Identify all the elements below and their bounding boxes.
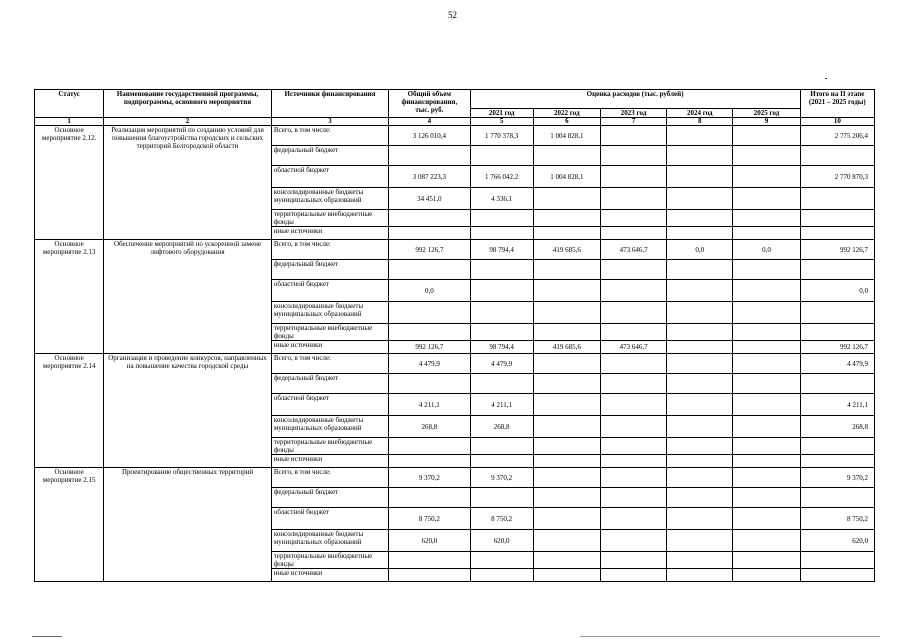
amount-cell: 0,0 [667,240,733,260]
funding-source: территориальные внебюджетные фонды [271,210,388,227]
table-row [35,354,875,374]
header-year: 2024 год [667,109,733,118]
amount-cell [800,324,874,341]
amount-cell: 268,8 [389,416,470,438]
header-year: 2023 год [600,109,666,118]
amount-cell [733,354,800,374]
event-status: Основное мероприятие 2.15 [35,468,104,582]
amount-cell [533,394,600,416]
funding-source: областной бюджет [271,508,388,530]
amount-cell [733,280,800,302]
amount-cell [600,374,666,394]
funding-source: областной бюджет [271,280,388,302]
amount-cell: 3 087 223,3 [389,166,470,188]
header-stage-total-line1: Итого на II этапе [810,90,865,98]
amount-cell [800,488,874,508]
amount-cell [733,302,800,324]
amount-cell [800,569,874,582]
amount-cell [667,374,733,394]
amount-cell [389,260,470,280]
amount-cell [733,126,800,146]
amount-cell [600,354,666,374]
header-status: Статус [35,90,104,118]
header-name: Наименование государственной программы, подпрограммы, основного мероприятия [104,90,272,118]
table-row [35,468,875,488]
amount-cell [470,302,533,324]
amount-cell [533,374,600,394]
amount-cell: 992 126,7 [389,240,470,260]
amount-cell [733,394,800,416]
column-number: 6 [533,118,600,126]
amount-cell [600,188,666,210]
column-number: 8 [667,118,733,126]
amount-cell [600,488,666,508]
amount-cell [667,146,733,166]
amount-cell [800,302,874,324]
amount-cell [667,468,733,488]
event-name: Организация и проведение конкурсов, направленных на повышение качества городской среды [104,354,272,468]
amount-cell [600,302,666,324]
column-numbers-row [35,118,875,126]
amount-cell [533,354,600,374]
amount-cell [600,260,666,280]
amount-cell [733,260,800,280]
amount-cell: 8 750,2 [800,508,874,530]
amount-cell [667,394,733,416]
amount-cell: 1 004 828,1 [533,166,600,188]
amount-cell [389,302,470,324]
funding-source: федеральный бюджет [271,374,388,394]
header-total-line1: Общий объем [407,90,452,98]
amount-cell [667,280,733,302]
amount-cell [667,260,733,280]
amount-cell [600,508,666,530]
amount-cell [667,488,733,508]
event-name: Реализация мероприятий по созданию условий для повышения благоустройства городских и сельских территорий Белгородской области [104,126,272,240]
amount-cell [600,455,666,468]
amount-cell: 4 479,9 [389,354,470,374]
column-number: 10 [800,118,874,126]
amount-cell [733,569,800,582]
funding-source: иные источники [271,455,388,468]
funding-source: консолидированные бюджеты муниципальных образований [271,416,388,438]
amount-cell: 4 479,9 [800,354,874,374]
funding-source: Всего, в том числе: [271,354,388,374]
amount-cell: 268,8 [470,416,533,438]
amount-cell [733,324,800,341]
scan-speck [825,78,827,79]
funding-source: иные источники [271,227,388,240]
amount-cell [800,455,874,468]
amount-cell [533,438,600,455]
amount-cell [470,324,533,341]
amount-cell: 992 126,7 [800,240,874,260]
amount-cell: 8 750,2 [470,508,533,530]
amount-cell: 98 794,4 [470,240,533,260]
funding-source: федеральный бюджет [271,146,388,166]
funding-source: Всего, в том числе: [271,126,388,146]
table-row [35,126,875,146]
amount-cell [733,552,800,569]
amount-cell [600,227,666,240]
amount-cell [600,126,666,146]
table-row [35,240,875,260]
amount-cell [389,374,470,394]
amount-cell [800,210,874,227]
amount-cell: 4 211,1 [800,394,874,416]
amount-cell [470,210,533,227]
amount-cell [667,438,733,455]
amount-cell: 4 336,1 [470,188,533,210]
header-total [389,90,470,118]
amount-cell [667,227,733,240]
funding-source: территориальные внебюджетные фонды [271,552,388,569]
amount-cell [533,530,600,552]
header-total-line2: финансирования, [401,98,458,106]
amount-cell [389,227,470,240]
column-number: 4 [389,118,470,126]
amount-cell [533,227,600,240]
table-body [35,126,875,582]
funding-source: консолидированные бюджеты муниципальных образований [271,302,388,324]
amount-cell [733,438,800,455]
amount-cell [733,488,800,508]
amount-cell: 1 770 378,3 [470,126,533,146]
amount-cell [667,302,733,324]
amount-cell [533,508,600,530]
amount-cell [733,146,800,166]
funding-source: иные источники [271,341,388,354]
amount-cell [470,260,533,280]
amount-cell [600,324,666,341]
amount-cell [667,188,733,210]
amount-cell [600,280,666,302]
table-header [35,90,875,126]
page-number: 52 [448,10,457,20]
amount-cell [733,374,800,394]
funding-source: областной бюджет [271,394,388,416]
amount-cell [733,188,800,210]
amount-cell [733,166,800,188]
amount-cell [600,394,666,416]
amount-cell [533,552,600,569]
amount-cell [600,166,666,188]
amount-cell [389,210,470,227]
amount-cell [533,569,600,582]
amount-cell [600,569,666,582]
amount-cell: 4 211,1 [389,394,470,416]
amount-cell: 620,0 [389,530,470,552]
amount-cell: 992 126,7 [800,341,874,354]
amount-cell: 1 766 042,2 [470,166,533,188]
funding-source: Всего, в том числе: [271,240,388,260]
amount-cell [667,354,733,374]
amount-cell [667,210,733,227]
amount-cell [389,569,470,582]
amount-cell: 9 370,2 [800,468,874,488]
amount-cell [733,416,800,438]
amount-cell [533,280,600,302]
amount-cell [533,488,600,508]
amount-cell: 3 126 010,4 [389,126,470,146]
funding-source: областной бюджет [271,166,388,188]
header-stage-total [800,90,874,118]
amount-cell [667,166,733,188]
scan-edge-left [32,636,62,637]
amount-cell [470,552,533,569]
event-status: Основное мероприятие 2.12. [35,126,104,240]
funding-source: территориальные внебюджетные фонды [271,324,388,341]
funding-source: консолидированные бюджеты муниципальных образований [271,188,388,210]
amount-cell [667,126,733,146]
funding-source: иные источники [271,569,388,582]
event-name: Обеспечение мероприятий по ускоренной замене лифтового оборудования [104,240,272,354]
header-year: 2025 год [733,109,800,118]
amount-cell [470,280,533,302]
amount-cell [600,416,666,438]
scan-edge-right [580,636,880,637]
funding-source: территориальные внебюджетные фонды [271,438,388,455]
amount-cell [800,227,874,240]
amount-cell [733,455,800,468]
amount-cell [533,188,600,210]
amount-cell [533,455,600,468]
funding-source: Всего, в том числе: [271,468,388,488]
amount-cell [600,468,666,488]
amount-cell [389,324,470,341]
amount-cell: 0,0 [733,240,800,260]
amount-cell [389,438,470,455]
amount-cell [800,374,874,394]
amount-cell [600,530,666,552]
amount-cell [667,552,733,569]
amount-cell [667,530,733,552]
amount-cell: 9 370,2 [470,468,533,488]
event-status: Основное мероприятие 2.14 [35,354,104,468]
column-number: 7 [600,118,666,126]
amount-cell: 268,8 [800,416,874,438]
header-stage-total-line2: (2021 – 2025 годы) [808,98,866,106]
amount-cell [533,468,600,488]
amount-cell [733,468,800,488]
amount-cell [600,210,666,227]
header-total-line3: тыс. руб. [415,106,444,114]
amount-cell [667,569,733,582]
funding-source: консолидированные бюджеты муниципальных образований [271,530,388,552]
amount-cell [533,324,600,341]
column-number: 5 [470,118,533,126]
amount-cell [733,530,800,552]
amount-cell [470,146,533,166]
amount-cell: 0,0 [800,280,874,302]
amount-cell [600,552,666,569]
event-status: Основное мероприятие 2.13 [35,240,104,354]
header-year: 2022 год [533,109,600,118]
amount-cell: 2 775 206,4 [800,126,874,146]
amount-cell [733,227,800,240]
amount-cell [733,341,800,354]
amount-cell: 473 646,7 [600,240,666,260]
amount-cell: 419 685,6 [533,341,600,354]
amount-cell: 98 794,4 [470,341,533,354]
event-name: Проектирование общественных территорий [104,468,272,582]
amount-cell [667,341,733,354]
amount-cell [470,488,533,508]
amount-cell: 419 685,6 [533,240,600,260]
budget-table [34,89,875,582]
amount-cell: 4 211,1 [470,394,533,416]
amount-cell [470,227,533,240]
amount-cell: 9 370,2 [389,468,470,488]
amount-cell [389,146,470,166]
amount-cell [389,488,470,508]
column-number: 1 [35,118,104,126]
amount-cell [470,455,533,468]
amount-cell: 620,0 [470,530,533,552]
column-number: 2 [104,118,272,126]
amount-cell [389,552,470,569]
amount-cell [389,455,470,468]
amount-cell [533,416,600,438]
amount-cell [470,438,533,455]
funding-source: федеральный бюджет [271,260,388,280]
amount-cell [600,146,666,166]
amount-cell [533,210,600,227]
funding-source: федеральный бюджет [271,488,388,508]
amount-cell [470,569,533,582]
amount-cell: 473 646,7 [600,341,666,354]
amount-cell: 0,0 [389,280,470,302]
amount-cell: 34 451,0 [389,188,470,210]
amount-cell: 620,0 [800,530,874,552]
amount-cell [800,438,874,455]
amount-cell: 992 126,7 [389,341,470,354]
amount-cell [733,508,800,530]
amount-cell [600,438,666,455]
amount-cell: 4 479,9 [470,354,533,374]
amount-cell [667,508,733,530]
amount-cell [800,552,874,569]
amount-cell [533,302,600,324]
header-source: Источники финансирования [271,90,388,118]
amount-cell [533,260,600,280]
amount-cell [470,374,533,394]
header-estimate: Оценка расходов (тыс. рублей) [470,90,800,109]
amount-cell: 1 004 828,1 [533,126,600,146]
amount-cell [533,146,600,166]
amount-cell [667,324,733,341]
amount-cell [800,146,874,166]
amount-cell: 2 770 870,3 [800,166,874,188]
amount-cell [800,260,874,280]
amount-cell [667,455,733,468]
amount-cell [733,210,800,227]
column-number: 9 [733,118,800,126]
amount-cell [667,416,733,438]
header-year: 2021 год [470,109,533,118]
amount-cell: 8 750,2 [389,508,470,530]
column-number: 3 [271,118,388,126]
amount-cell [800,188,874,210]
